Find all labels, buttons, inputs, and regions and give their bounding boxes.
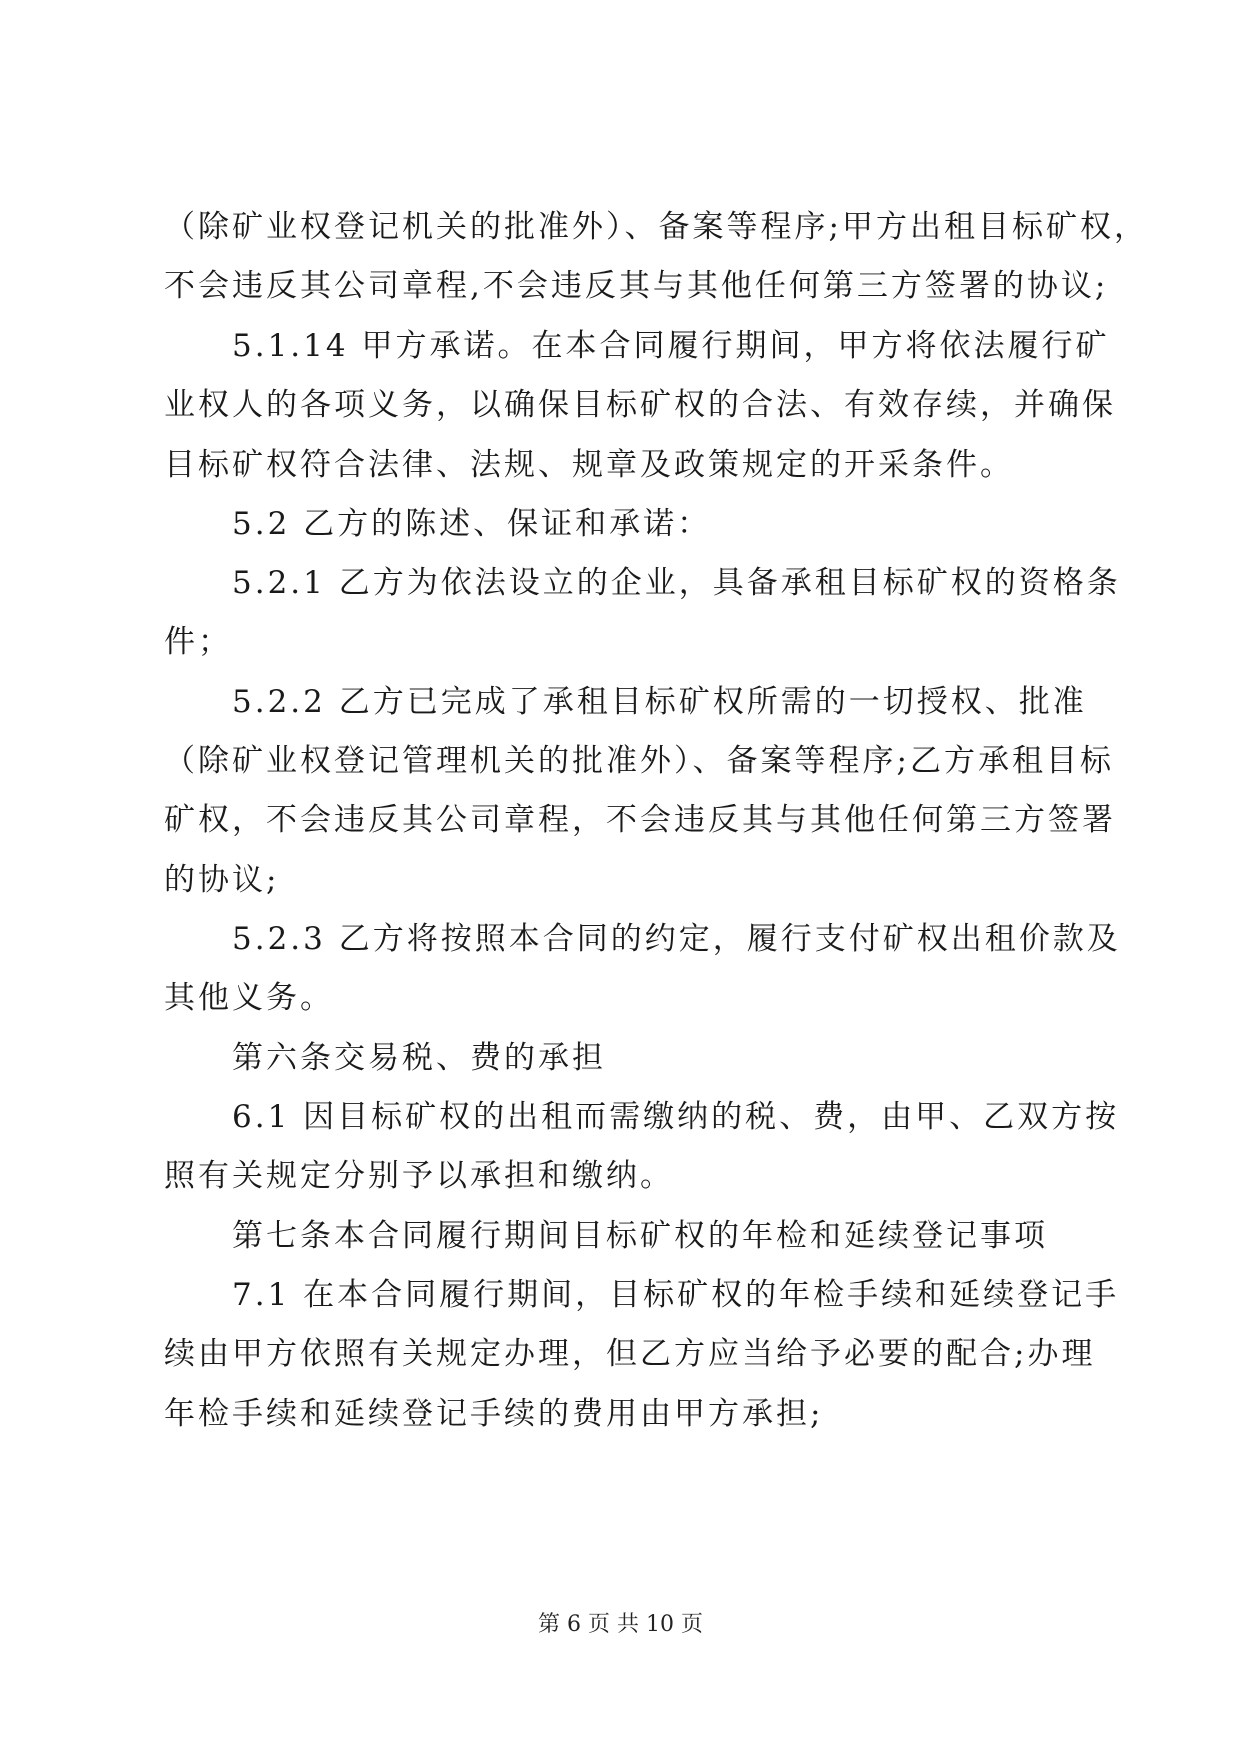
text-line: 5.2.2 乙方已完成了承租目标矿权所需的一切授权、批准 [232,684,1087,720]
text-line: 不会违反其公司章程,不会违反其与其他任何第三方签署的协议; [164,268,1109,304]
article-heading: 第六条交易税、费的承担 [232,1040,606,1076]
text-line: 年检手续和延续登记手续的费用由甲方承担; [164,1396,824,1432]
text-line: 5.2.1 乙方为依法设立的企业，具备承租目标矿权的资格条 [232,565,1121,601]
text-line: 的协议; [164,862,280,898]
article-heading: 第七条本合同履行期间目标矿权的年检和延续登记事项 [232,1218,1048,1254]
text-line: 件； [164,624,232,660]
text-line: 其他义务。 [164,980,334,1016]
page-footer: 第 6 页 共 10 页 [538,1612,703,1637]
text-line: （除矿业权登记管理机关的批准外）、备案等程序;乙方承租目标 [164,743,1114,779]
text-line: 5.2.3 乙方将按照本合同的约定，履行支付矿权出租价款及 [232,921,1121,957]
text-line: 矿权，不会违反其公司章程，不会违反其与其他任何第三方签署 [164,802,1116,838]
text-line: 业权人的各项义务，以确保目标矿权的合法、有效存续，并确保 [164,387,1116,423]
text-line: 5.1.14 甲方承诺。在本合同履行期间，甲方将依法履行矿 [232,328,1110,364]
text-line: 7.1 在本合同履行期间，目标矿权的年检手续和延续登记手 [232,1277,1120,1313]
section-heading: 5.2 乙方的陈述、保证和承诺： [232,506,712,542]
text-line: 6.1 因目标矿权的出租而需缴纳的税、费，由甲、乙双方按 [232,1099,1120,1135]
text-line: 续由甲方依照有关规定办理，但乙方应当给予必要的配合;办理 [164,1336,1096,1372]
text-line: 照有关规定分别予以承担和缴纳。 [164,1158,674,1194]
text-line: （除矿业权登记机关的批准外）、备案等程序;甲方出租目标矿权， [164,209,1148,245]
text-line: 目标矿权符合法律、法规、规章及政策规定的开采条件。 [164,447,1014,483]
